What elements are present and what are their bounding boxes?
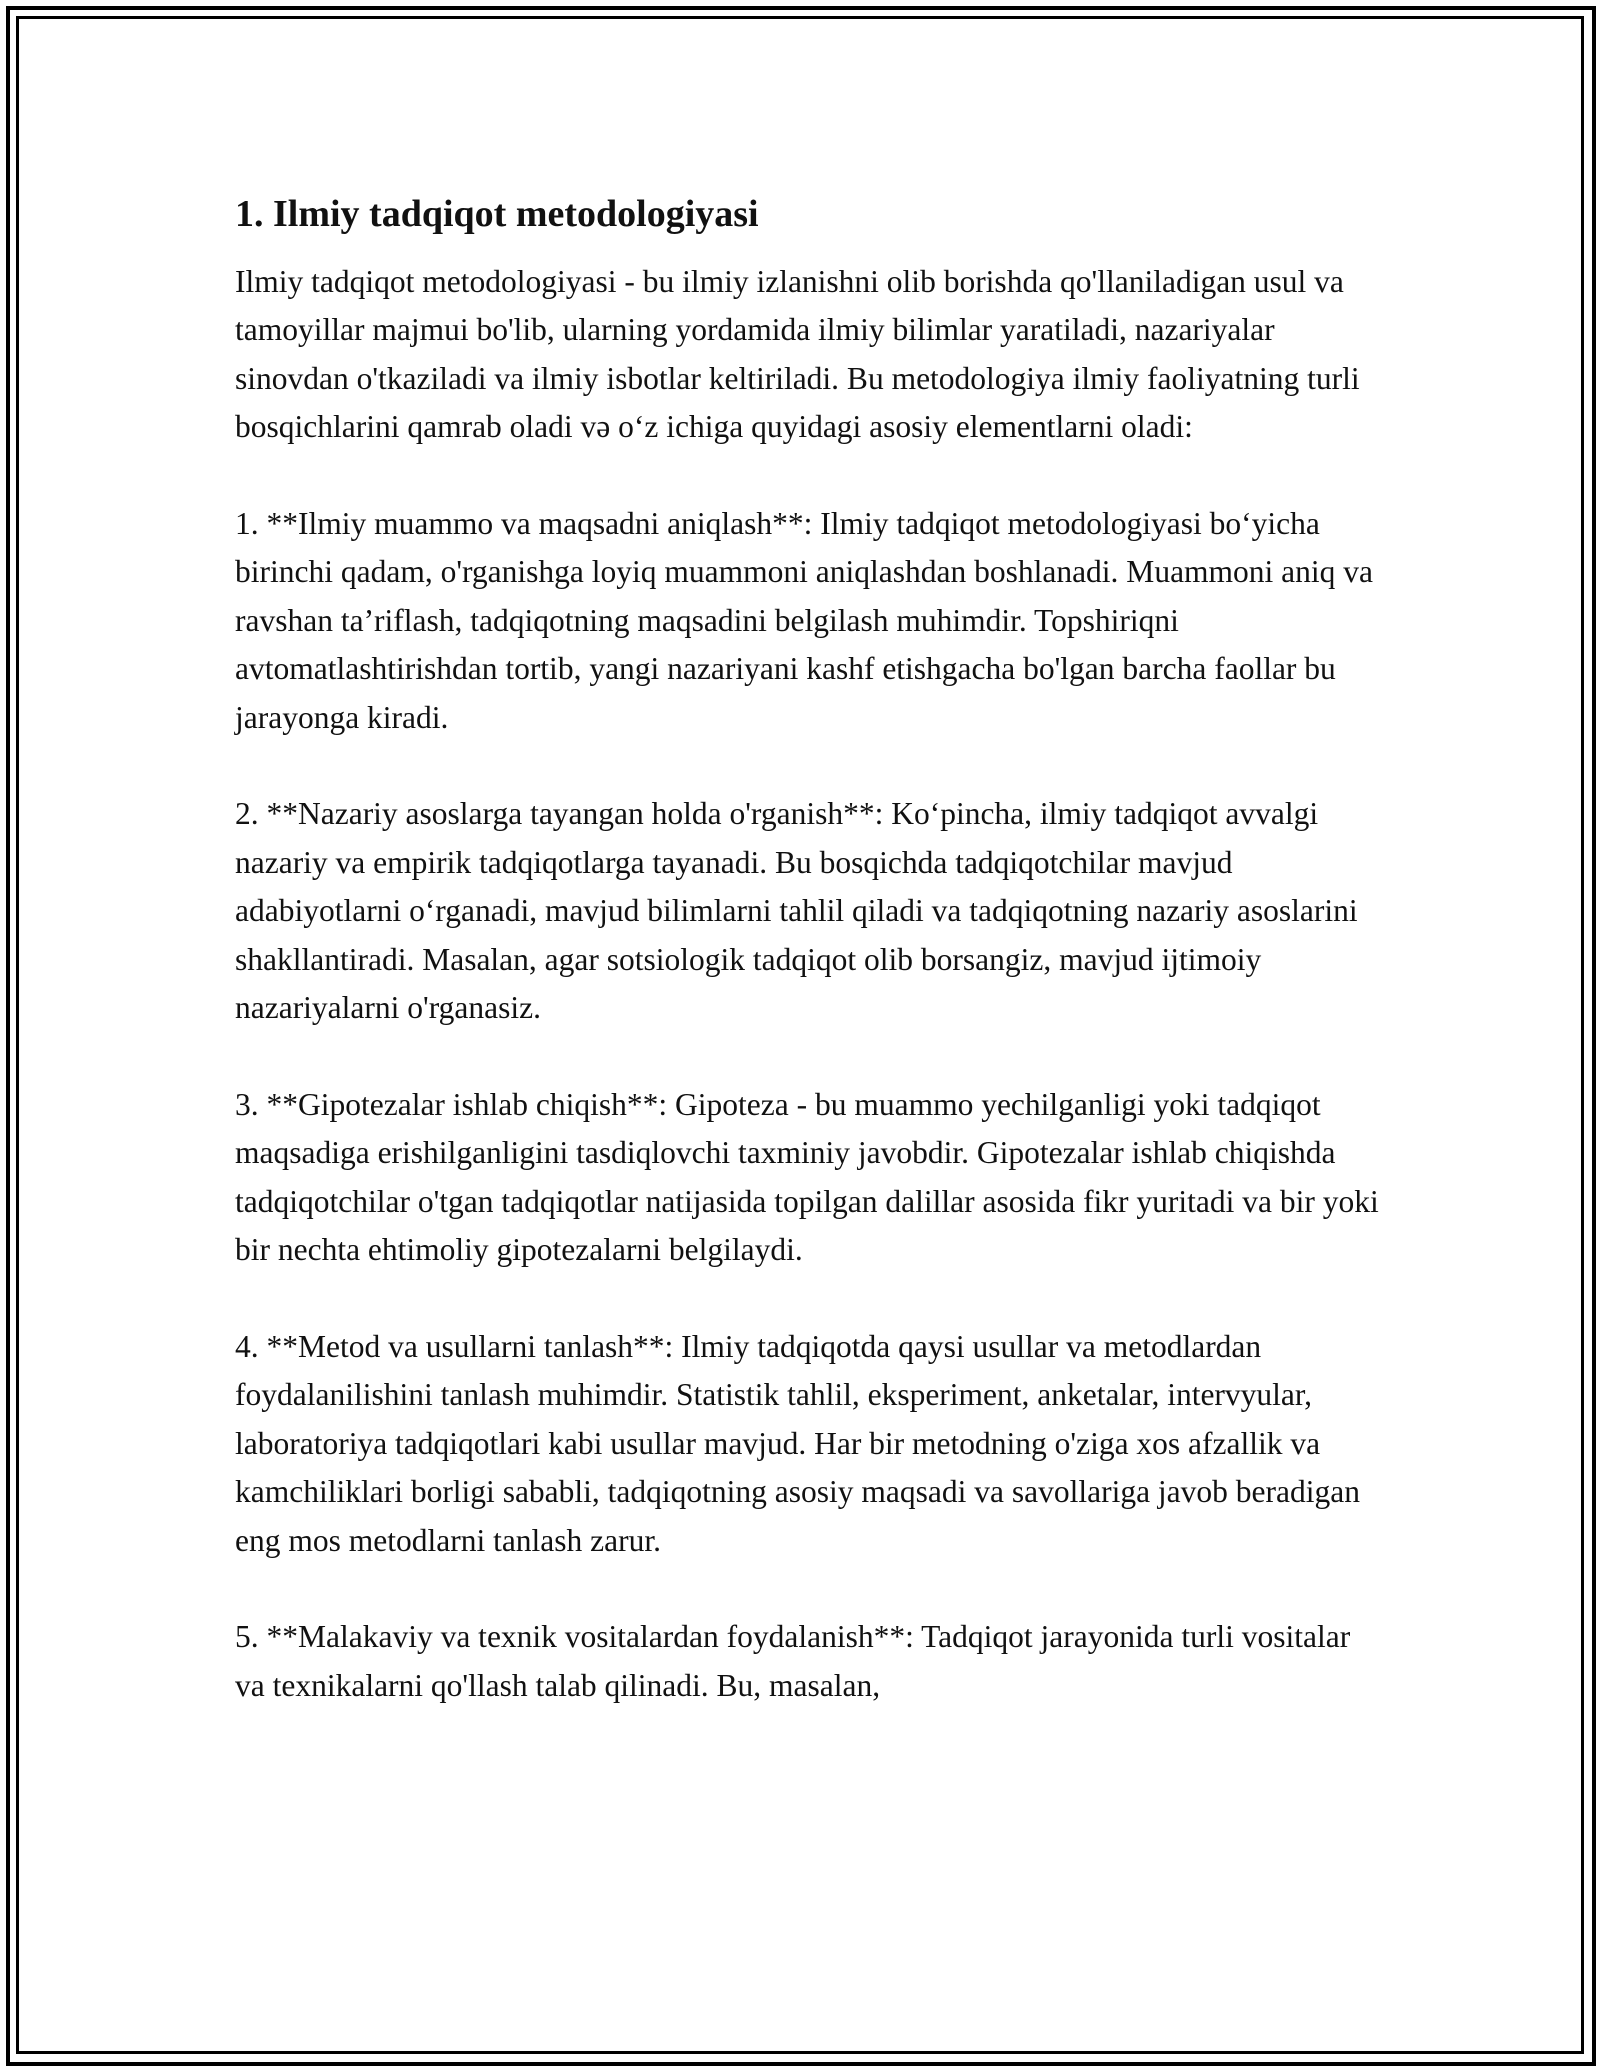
document-body [235, 190, 1385, 1759]
list-item-2-paragraph: 2. **Nazariy asoslarga tayangan holda o'rganish**: Koʻpincha, ilmiy tadqiqot avvalgi nazariy va empirik tadqiqotlarga tayanadi. Bu bosqichda tadqiqotchilar mavjud adabiyotlarni oʻrganadi, mavjud bilimlarni tahlil qiladi va tadqiqotning nazariy asoslarini shakllantiradi. Masalan, agar sotsiologik tadqiqot olib borsangiz, mavjud ijtimoiy nazariyalarni o'rganasiz. [235, 796, 1358, 1026]
list-item-3-paragraph: 3. **Gipotezalar ishlab chiqish**: Gipoteza - bu muammo yechilganligi yoki tadqiqot maqsadiga erishilganligini tasdiqlovchi taxminiy javobdir. Gipotezalar ishlab chiqishda tadqiqotchilar o'tgan tadqiqotlar natijasida topilgan dalillar asosida fikr yuritadi va bir yoki bir nechta ehtimoliy gipotezalarni belgilaydi. [235, 1086, 1379, 1268]
list-item-4-paragraph: 4. **Metod va usullarni tanlash**: Ilmiy tadqiqotda qaysi usullar va metodlardan foydalanilishini tanlash muhimdir. Statistik tahlil, eksperiment, anketalar, intervyular, laboratoriya tadqiqotlari kabi usullar mavjud. Har bir metodning o'ziga xos afzallik va kamchiliklari borligi sababli, tadqiqotning asosiy maqsadi va savollariga javob beradigan eng mos metodlarni tanlash zarur. [235, 1328, 1360, 1558]
section-heading: 1. Ilmiy tadqiqot metodologiyasi [235, 193, 759, 235]
list-item-5-paragraph: 5. **Malakaviy va texnik vositalardan foydalanish**: Tadqiqot jarayonida turli vositalar va texnikalarni qo'llash talab qilinadi. Bu, masalan, [235, 1619, 1351, 1703]
intro-paragraph: Ilmiy tadqiqot metodologiyasi - bu ilmiy izlanishni olib borishda qo'llaniladigan usul va tamoyillar majmui bo'lib, ularning yordamida ilmiy bilimlar yaratiladi, nazariyalar sinovdan o'tkaziladi va ilmiy isbotlar keltiriladi. Bu metodologiya ilmiy faoliyatning turli bosqichlarini qamrab oladi və oʻz ichiga quyidagi asosiy elementlarni oladi: [235, 264, 1360, 445]
list-item-1-paragraph: 1. **Ilmiy muammo va maqsadni aniqlash**: Ilmiy tadqiqot metodologiyasi boʻyicha birinchi qadam, o'rganishga loyiq muammoni aniqlashdan boshlanadi. Muammoni aniq va ravshan ta’riflash, tadqiqotning maqsadini belgilash muhimdir. Topshiriqni avtomatlashtirishdan tortib, yangi nazariyani kashf etishgacha bo'lgan barcha faollar bu jarayonga kiradi. [235, 506, 1374, 735]
